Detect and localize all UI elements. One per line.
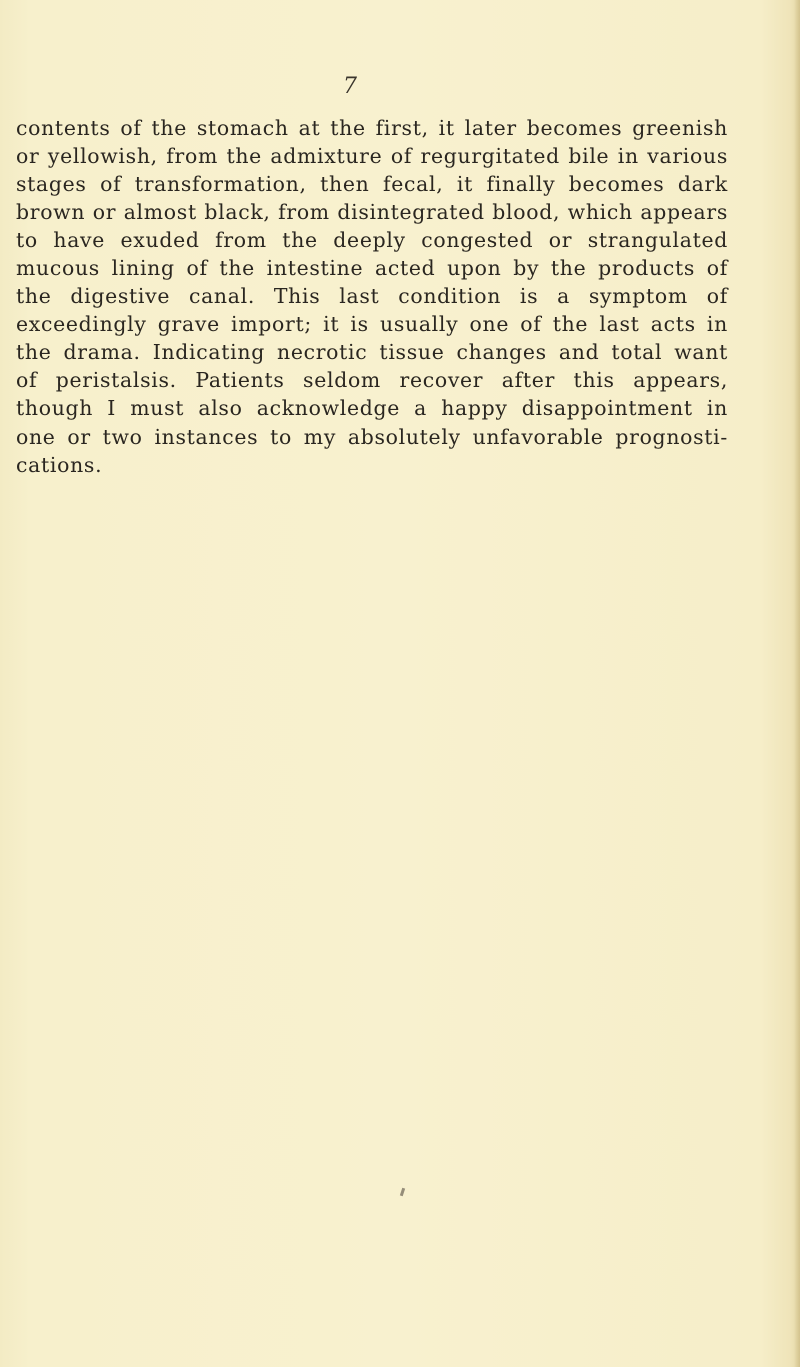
text-line: of peristalsis. Patients seldom recover after this appears, bbox=[16, 368, 728, 393]
page-edge-shadow bbox=[794, 0, 800, 1367]
text-line: one or two instances to my absolutely unfavorable prognosti- bbox=[16, 424, 728, 449]
text-line: the drama. Indicating necrotic tissue changes and total want bbox=[16, 340, 728, 365]
text-line: though I must also acknowledge a happy disappointment in bbox=[16, 396, 728, 421]
ink-speck bbox=[400, 1188, 405, 1197]
text-line: mucous lining of the intestine acted upon by the products of bbox=[16, 256, 728, 281]
text-line: contents of the stomach at the first, it later becomes greenish bbox=[16, 116, 728, 140]
text-line: or yellowish, from the admixture of regurgitated bile in various bbox=[16, 144, 728, 169]
text-line: the digestive canal. This last condition is a symptom of bbox=[16, 284, 728, 309]
text-line: brown or almost black, from disintegrated blood, which appears bbox=[16, 200, 728, 225]
text-line: cations. bbox=[16, 452, 103, 477]
page-number: 7 bbox=[343, 74, 357, 99]
text-line: exceedingly grave import; it is usually one of the last acts in bbox=[16, 312, 728, 337]
text-line: stages of transformation, then fecal, it finally becomes dark bbox=[16, 172, 728, 197]
text-line: to have exuded from the deeply congested or strangulated bbox=[16, 228, 728, 253]
body-paragraph bbox=[16, 114, 728, 479]
